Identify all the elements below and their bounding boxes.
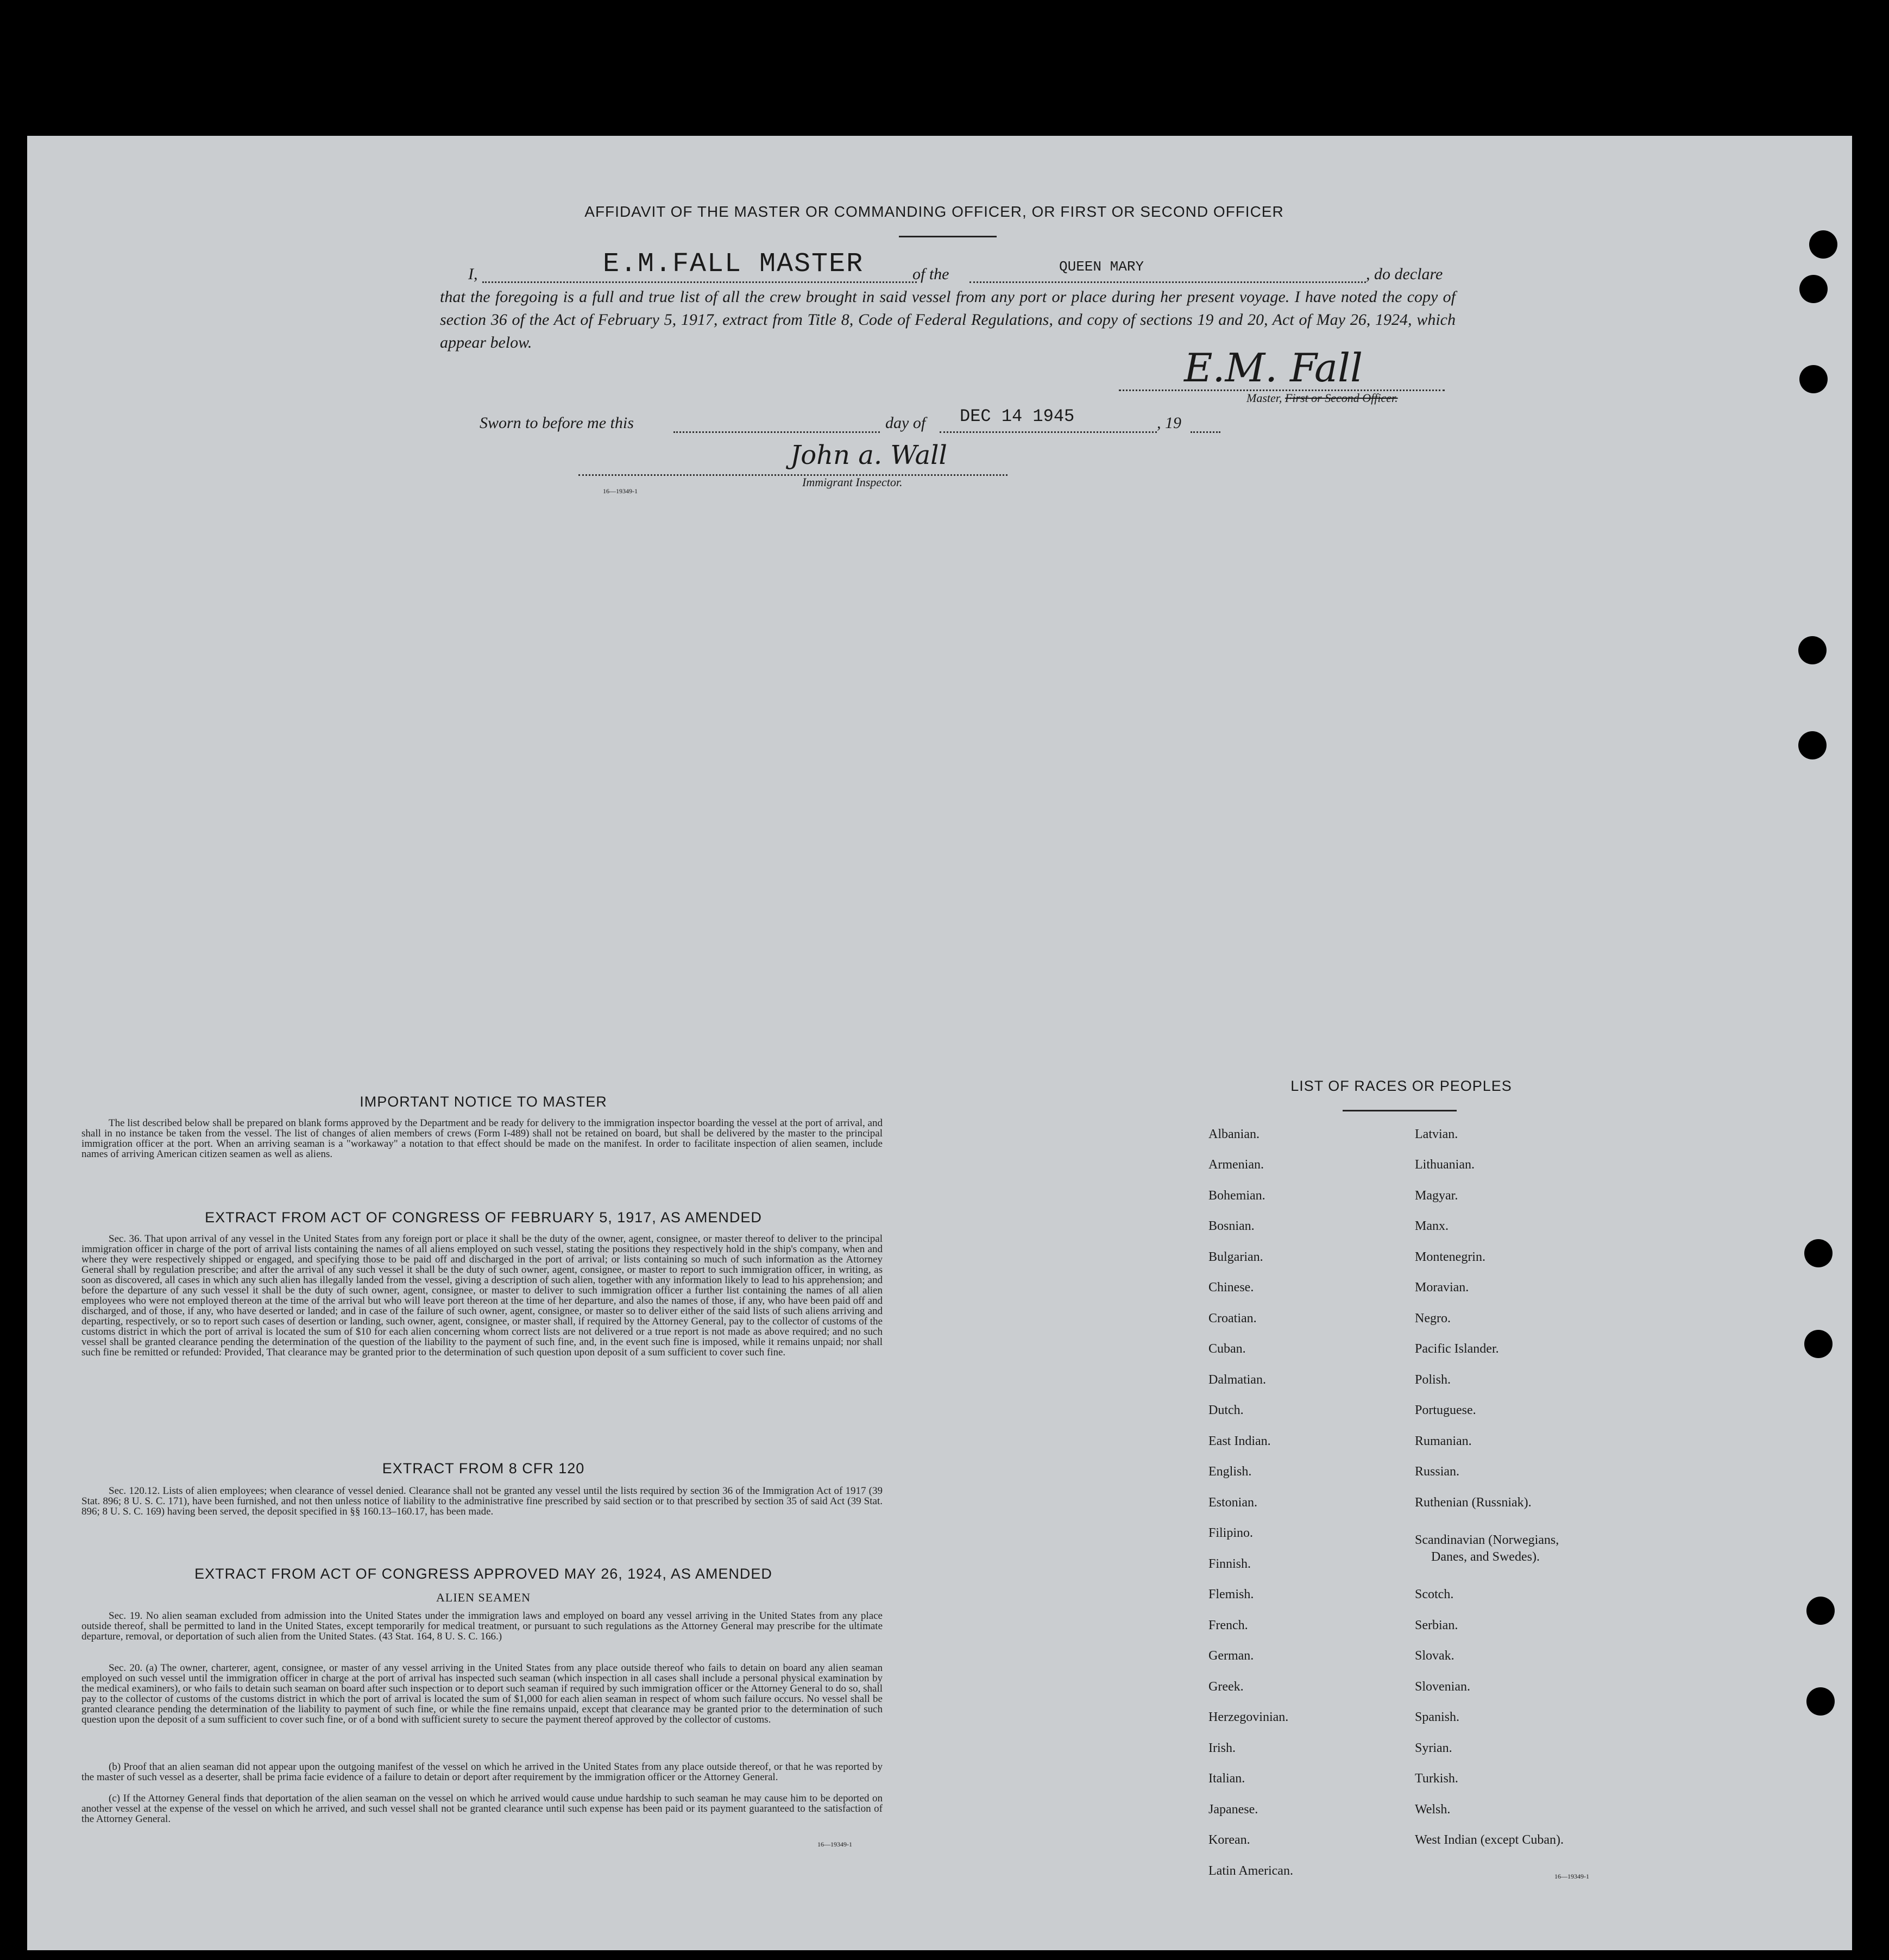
affidavit-title: AFFIDAVIT OF THE MASTER OR COMMANDING OFFICER, OR FIRST OR SECOND OFFICER <box>584 203 1284 220</box>
race-item: Korean. <box>1208 1833 1250 1847</box>
vessel-line <box>969 281 1366 283</box>
races-form-number: 16—19349-1 <box>1554 1873 1589 1880</box>
races-title-rule <box>1343 1110 1457 1111</box>
punch-hole <box>1806 1687 1835 1716</box>
punch-hole <box>1804 1330 1833 1358</box>
inspector-label: Immigrant Inspector. <box>802 475 903 489</box>
race-item: Croatian. <box>1208 1311 1257 1325</box>
affidavit-form-number: 16—19349-1 <box>603 487 638 495</box>
race-item: German. <box>1208 1649 1254 1663</box>
date-line <box>940 431 1157 433</box>
race-item: Danes, and Swedes). <box>1431 1550 1540 1564</box>
extract-1917-text: Sec. 36. That upon arrival of any vessel in the United States from any foreign port or place it shall be the duty of the owner, agent, consignee, or master thereof to deliver to the principal immigration officer in charge of the port of arrival lists containing the names of all aliens employed on such vessel, stating the positions they respectively hold in the ship's company, when and where they were respectively shipped or engaged, and specifying those to be paid off and discharged in the port of arrival; or lists containing so much of such information as the Attorney General shall by regulation prescribe; and after the arrival of any such vessel it shall be the duty of such owner, agent, consignee, or master to report to such immigration officer, in writing, as soon as discovered, all cases in which any such alien has illegally landed from the vessel, giving a description of such alien, together with any information likely to lead to his apprehension; and before the departure of any such vessel it shall be the duty of such owner, agent, consignee, or master to deliver to such immigration officer a further list containing the names of all alien employees who were not employed thereon at the time of the arrival but who will leave port thereon at the time of her departure, and also the names of those, if any, who have been paid off and discharged, and of those, if any, who have deserted or landed; and in case of the failure of such owner, agent, consignee, or master so to deliver either of the said lists of such aliens arriving and departing, respectively, or so to report such cases of desertion or landing, such owner, agent, consignee, or master shall, if required by the Attorney General, pay to the collector of customs of the customs district in which the port of arrival is located the sum of $10 for each alien concerning whom correct lists are not delivered or a true report is not made as above required; and no such vessel shall be granted clearance pending the determination of the question of the liability to the payment of such fine, and, in the event such fine is imposed, while it remains unpaid; nor shall such fine be remitted or refunded: Provided, That clearance may be granted prior to the determination of such question upon deposit of a sum sufficient to cover such fine. <box>81 1233 883 1358</box>
year-line <box>1191 431 1220 433</box>
extract-1924-sec20a: Sec. 20. (a) The owner, charterer, agent, consignee, or master of any vessel arriving in the United States from any place outside thereof who fails to detain on board any alien seaman employed on such vessel until the immigration officer in charge at the port of arrival has inspected such seaman (which inspection in all cases shall include a personal physical examination by the medical examiners), or who fails to detain such seaman on board after such inspection or to deport such seaman if required by such immigration officer or the Attorney General to do so, shall pay to the collector of customs of the customs district in which the port of arrival is located the sum of $1,000 for each alien seaman in respect of whom such failure occurs. No vessel shall be granted clearance pending the determination of the liability to payment of such fine, or while the fine remains unpaid, except that clearance may be granted prior to the determination of such question upon the deposit of a sum sufficient to cover such fine, or of a bond with sufficient surety to secure the payment thereof approved by the collector of customs. <box>81 1662 883 1725</box>
punch-hole <box>1806 1597 1835 1625</box>
race-item: Bulgarian. <box>1208 1250 1263 1264</box>
race-item: Dalmatian. <box>1208 1373 1266 1387</box>
day-of-label: day of <box>885 414 926 432</box>
extract-1924-sec19: Sec. 19. No alien seaman excluded from admission into the United States under the immigration laws and employed on board any vessel arriving in the United States from any place outside thereof, shall be permitted to land in the United States, except temporarily for medical treatment, or pursuant to such regulations as the Attorney General may prescribe for the ultimate departure, removal, or deportation of such alien from the United States. (43 Stat. 164, 8 U. S. C. 166.) <box>81 1610 883 1642</box>
race-item: Albanian. <box>1208 1127 1260 1141</box>
race-item: Latin American. <box>1208 1864 1293 1878</box>
race-item: Irish. <box>1208 1741 1236 1755</box>
race-item: East Indian. <box>1208 1434 1271 1448</box>
typed-vessel-name: QUEEN MARY <box>1059 259 1144 275</box>
of-the-label: of the <box>912 265 949 283</box>
race-item: Lithuanian. <box>1415 1158 1475 1172</box>
punch-hole <box>1809 230 1837 259</box>
punch-hole <box>1799 275 1828 303</box>
extract-1924-title: EXTRACT FROM ACT OF CONGRESS APPROVED MAY 26, 1924, AS AMENDED <box>194 1566 772 1582</box>
race-item: Filipino. <box>1208 1526 1254 1540</box>
race-item: Armenian. <box>1208 1158 1264 1172</box>
pronoun-label: I, <box>468 265 478 283</box>
race-item: Serbian. <box>1415 1618 1458 1632</box>
punch-hole <box>1804 1239 1833 1267</box>
race-item: Syrian. <box>1415 1741 1452 1755</box>
sworn-label: Sworn to before me this <box>480 414 634 432</box>
race-item: French. <box>1208 1618 1248 1632</box>
race-item: Greek. <box>1208 1680 1244 1694</box>
inspector-line <box>578 474 1008 476</box>
sworn-day-line <box>673 431 880 433</box>
race-item: Welsh. <box>1415 1802 1451 1817</box>
race-item: Moravian. <box>1415 1280 1469 1295</box>
punch-hole <box>1798 731 1827 759</box>
race-item: West Indian (except Cuban). <box>1415 1833 1564 1847</box>
extract-form-number: 16—19349-1 <box>817 1840 852 1848</box>
title-rule <box>899 236 997 237</box>
officer-label-struck: First or Second Officer. <box>1284 391 1398 405</box>
notice-title: IMPORTANT NOTICE TO MASTER <box>360 1094 607 1110</box>
declare-label: , do declare <box>1366 265 1443 283</box>
race-item: English. <box>1208 1465 1252 1479</box>
master-signature: E.M. Fall <box>1184 345 1363 391</box>
master-label: Master, <box>1246 391 1282 405</box>
race-item: Scandinavian (Norwegians, <box>1415 1533 1559 1547</box>
punch-hole <box>1799 365 1828 393</box>
race-item: Chinese. <box>1208 1280 1254 1295</box>
race-item: Negro. <box>1415 1311 1451 1325</box>
alien-seamen-subtitle: ALIEN SEAMEN <box>436 1591 531 1604</box>
race-item: Polish. <box>1415 1373 1451 1387</box>
extract-1917-title: EXTRACT FROM ACT OF CONGRESS OF FEBRUARY 5, 1917, AS AMENDED <box>205 1209 762 1226</box>
race-item: Italian. <box>1208 1771 1245 1786</box>
race-item: Bohemian. <box>1208 1189 1265 1203</box>
year-prefix: , 19 <box>1157 414 1181 432</box>
punch-hole <box>1798 636 1827 664</box>
race-item: Portuguese. <box>1415 1403 1476 1417</box>
extract-1924-sec20c: (c) If the Attorney General finds that deportation of the alien seaman on the vessel on which he arrived would cause undue hardship to such seaman he may cause him to be deported on another vessel at the expense of the vessel on which he arrived, and such vessel shall not be granted clearance until such expense has been paid or its payment guaranteed to the satisfaction of the Attorney General. <box>81 1793 883 1825</box>
race-item: Finnish. <box>1208 1557 1251 1571</box>
notice-text: The list described below shall be prepared on blank forms approved by the Department and be ready for delivery to the immigration inspector boarding the vessel at the port of arrival, and shall in no instance be taken from the vessel. The list of changes of alien members of crews (Form I-489) shall not be retained on board, but shall be delivered by the master to the principal immigration officer at the port. When an arriving seaman is a "workaway" a notation to that effect should be made on the manifest. In order to facilitate inspection of alien seamen, include names of arriving American citizen seamen as well as aliens. <box>81 1117 883 1160</box>
race-item: Slovak. <box>1415 1649 1454 1663</box>
race-item: Bosnian. <box>1208 1219 1255 1233</box>
declaration-text: that the foregoing is a full and true list of all the crew brought in said vessel from any port or place during her present voyage. I have noted the copy of section 36 of the Act of February 5, 1917, extract from Title 8, Code of Federal Regulations, and copy of sections 19 and 20, Act of May 26, 1924, which appear below. <box>440 288 1456 351</box>
race-item: Slovenian. <box>1415 1680 1470 1694</box>
extract-cfr-text: Sec. 120.12. Lists of alien employees; when clearance of vessel denied. Clearance shall not be granted any vessel until the lists required by section 36 of the Immigration Act of 1917 (39 Stat. 896; 8 U. S. C. 171), have been furnished, and not then unless notice of liability to the administrative fine prescribed by said section or to that prescribed by section 35 of said Act (39 Stat. 896; 8 U. S. C. 169) having been served, the deposit specified in §§ 160.13–160.17, has been made. <box>81 1485 883 1517</box>
race-item: Pacific Islander. <box>1415 1342 1499 1356</box>
inspector-signature: John a. Wall <box>790 440 947 470</box>
race-item: Spanish. <box>1415 1710 1460 1724</box>
race-item: Herzegovinian. <box>1208 1710 1289 1724</box>
race-item: Scotch. <box>1415 1587 1454 1601</box>
race-item: Montenegrin. <box>1415 1250 1485 1264</box>
race-item: Magyar. <box>1415 1189 1458 1203</box>
race-item: Cuban. <box>1208 1342 1246 1356</box>
extract-cfr-title: EXTRACT FROM 8 CFR 120 <box>382 1460 585 1477</box>
race-item: Russian. <box>1415 1465 1460 1479</box>
extract-1924-sec20b: (b) Proof that an alien seaman did not appear upon the outgoing manifest of the vessel on which he arrived in the United States from any place outside thereof, or that he was reported by the master of such vessel as a deserter, shall be prima facie evidence of a failure to detain or deport after requirement by the immigration officer or the Attorney General. <box>81 1761 883 1783</box>
race-item: Turkish. <box>1415 1771 1458 1786</box>
race-item: Flemish. <box>1208 1587 1254 1601</box>
races-title: LIST OF RACES OR PEOPLES <box>1290 1078 1512 1094</box>
race-item: Japanese. <box>1208 1802 1258 1817</box>
race-item: Ruthenian (Russniak). <box>1415 1496 1532 1510</box>
race-item: Rumanian. <box>1415 1434 1472 1448</box>
master-title <box>1246 391 1398 405</box>
date-stamp: DEC 14 1945 <box>960 406 1075 426</box>
race-item: Manx. <box>1415 1219 1449 1233</box>
typed-master-name: E.M.FALL MASTER <box>603 249 864 280</box>
race-item: Latvian. <box>1415 1127 1458 1141</box>
race-item: Estonian. <box>1208 1496 1257 1510</box>
race-item: Dutch. <box>1208 1403 1244 1417</box>
name-line <box>482 281 917 283</box>
